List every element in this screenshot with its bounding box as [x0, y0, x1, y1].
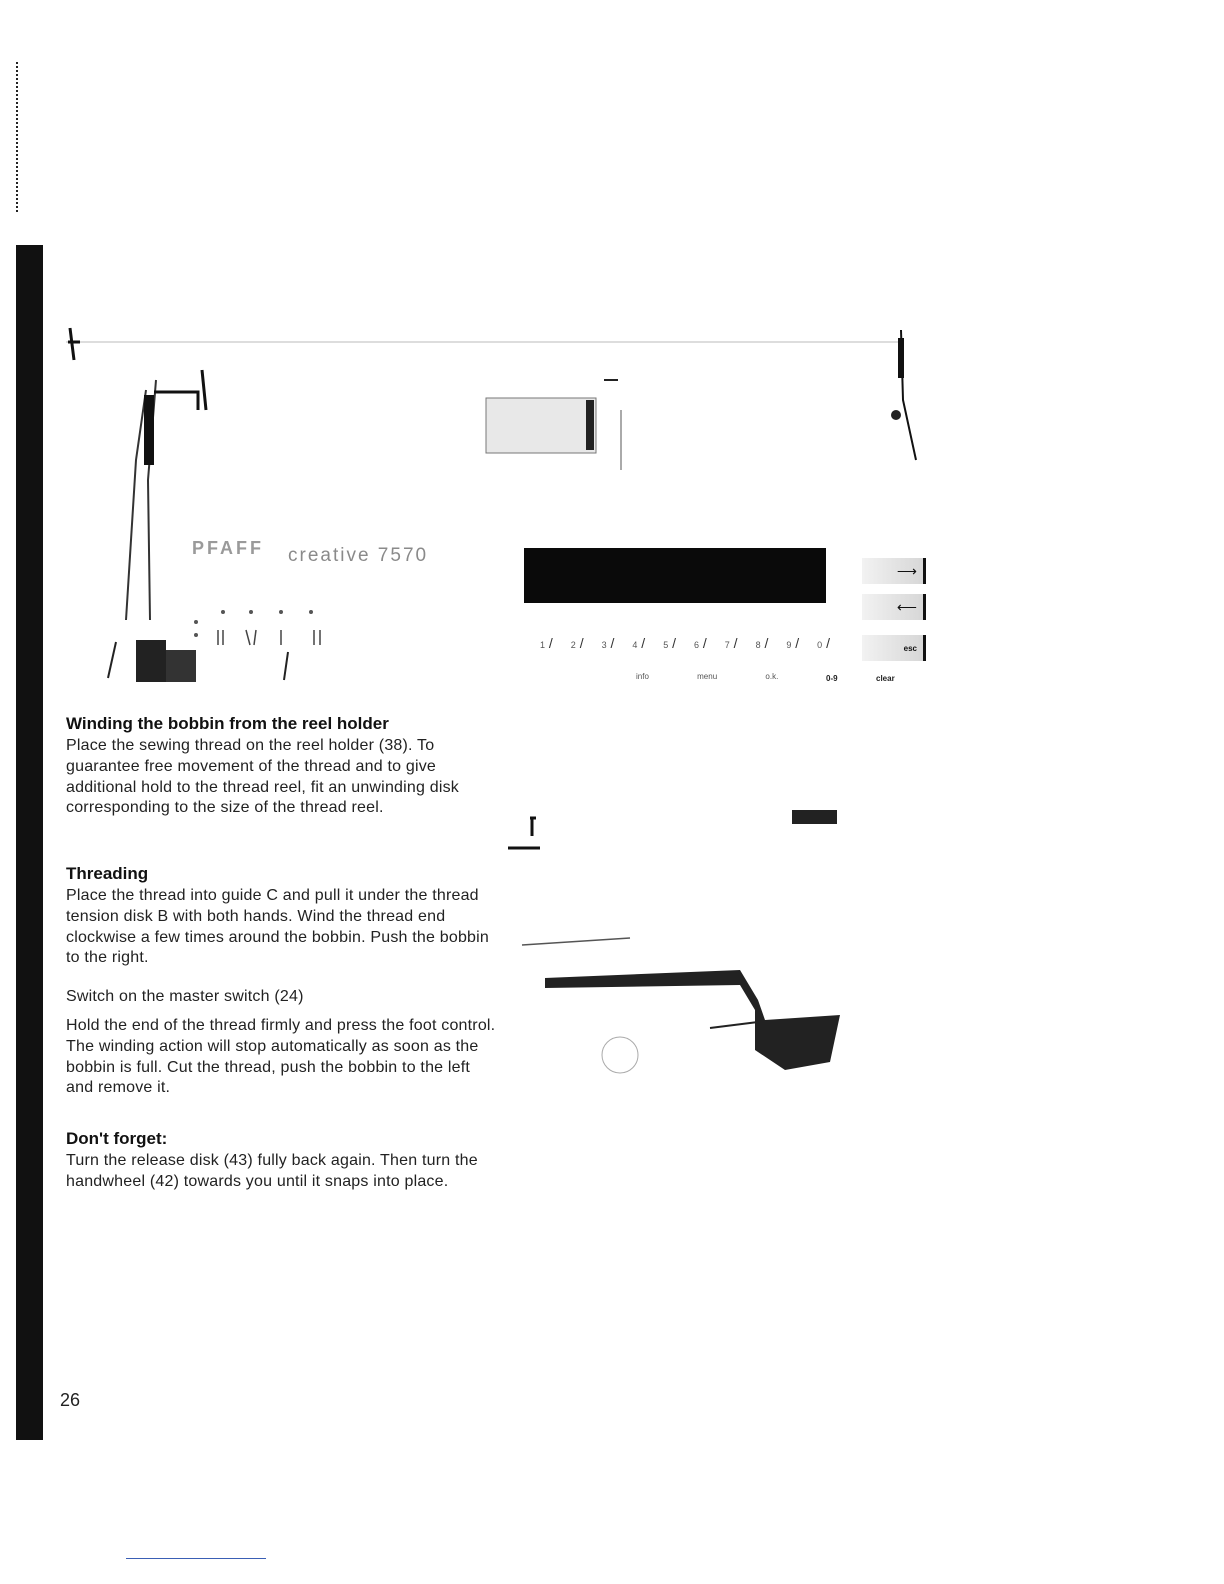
esc-key: esc	[862, 635, 926, 661]
number-key: 9 /	[786, 635, 799, 651]
brand-logo: PFAFF	[192, 538, 264, 558]
number-key: 8 /	[756, 635, 769, 651]
back-key: ⟵	[862, 594, 926, 620]
info-key: info	[636, 672, 649, 681]
number-key: 7 /	[725, 635, 738, 651]
number-key: 1 /	[540, 635, 553, 651]
ok-key: o.k.	[765, 672, 779, 681]
section-paragraph: Place the thread into guide C and pull it under the thread tension disk B with both hands. Wind the thread end clockwise a few times around the bobbin. Push the bobbin to the right.	[66, 887, 490, 967]
section-paragraph: Switch on the master switch (24)	[66, 988, 304, 1006]
number-key: 5 /	[663, 635, 676, 651]
clear-key: clear	[876, 674, 895, 683]
number-key-row	[540, 635, 830, 651]
number-key: 0 /	[817, 635, 830, 651]
section-winding	[66, 712, 496, 819]
number-key: 3 /	[602, 635, 615, 651]
section-heading: Threading	[66, 864, 149, 883]
model-name: creative 7570	[288, 545, 429, 566]
binding-edge-bar	[16, 245, 43, 1440]
bobbin-winder-illustration	[500, 770, 860, 1100]
zero-nine-key: 0-9	[826, 674, 838, 683]
footer-rule	[126, 1558, 266, 1559]
scan-margin-marks	[16, 62, 22, 212]
section-heading: Winding the bobbin from the reel holder	[66, 714, 389, 733]
section-paragraph: Place the sewing thread on the reel holder (38). To guarantee free movement of the thread and to give additional hold to the thread reel, fit an unwinding disk corresponding to the size of the thread reel.	[66, 737, 459, 817]
function-key-row	[636, 672, 824, 681]
section-threading	[66, 862, 496, 1099]
page-number: 26	[60, 1390, 81, 1410]
section-paragraph: Hold the end of the thread firmly and press the foot control. The winding action will stop automatically as soon as the bobbin is full. Cut the thread, push the bobbin to the left and remove it.	[66, 1016, 496, 1097]
section-dont-forget	[66, 1127, 496, 1193]
number-key: 4 /	[632, 635, 645, 651]
section-heading: Don't forget:	[66, 1129, 168, 1148]
section-paragraph: Turn the release disk (43) fully back again. Then turn the handwheel (42) towards you until it snaps into place.	[66, 1152, 478, 1190]
number-key: 2 /	[571, 635, 584, 651]
lcd-display	[524, 548, 826, 603]
menu-key: menu	[697, 672, 718, 681]
forward-key: ⟶	[862, 558, 926, 584]
number-key: 6 /	[694, 635, 707, 651]
